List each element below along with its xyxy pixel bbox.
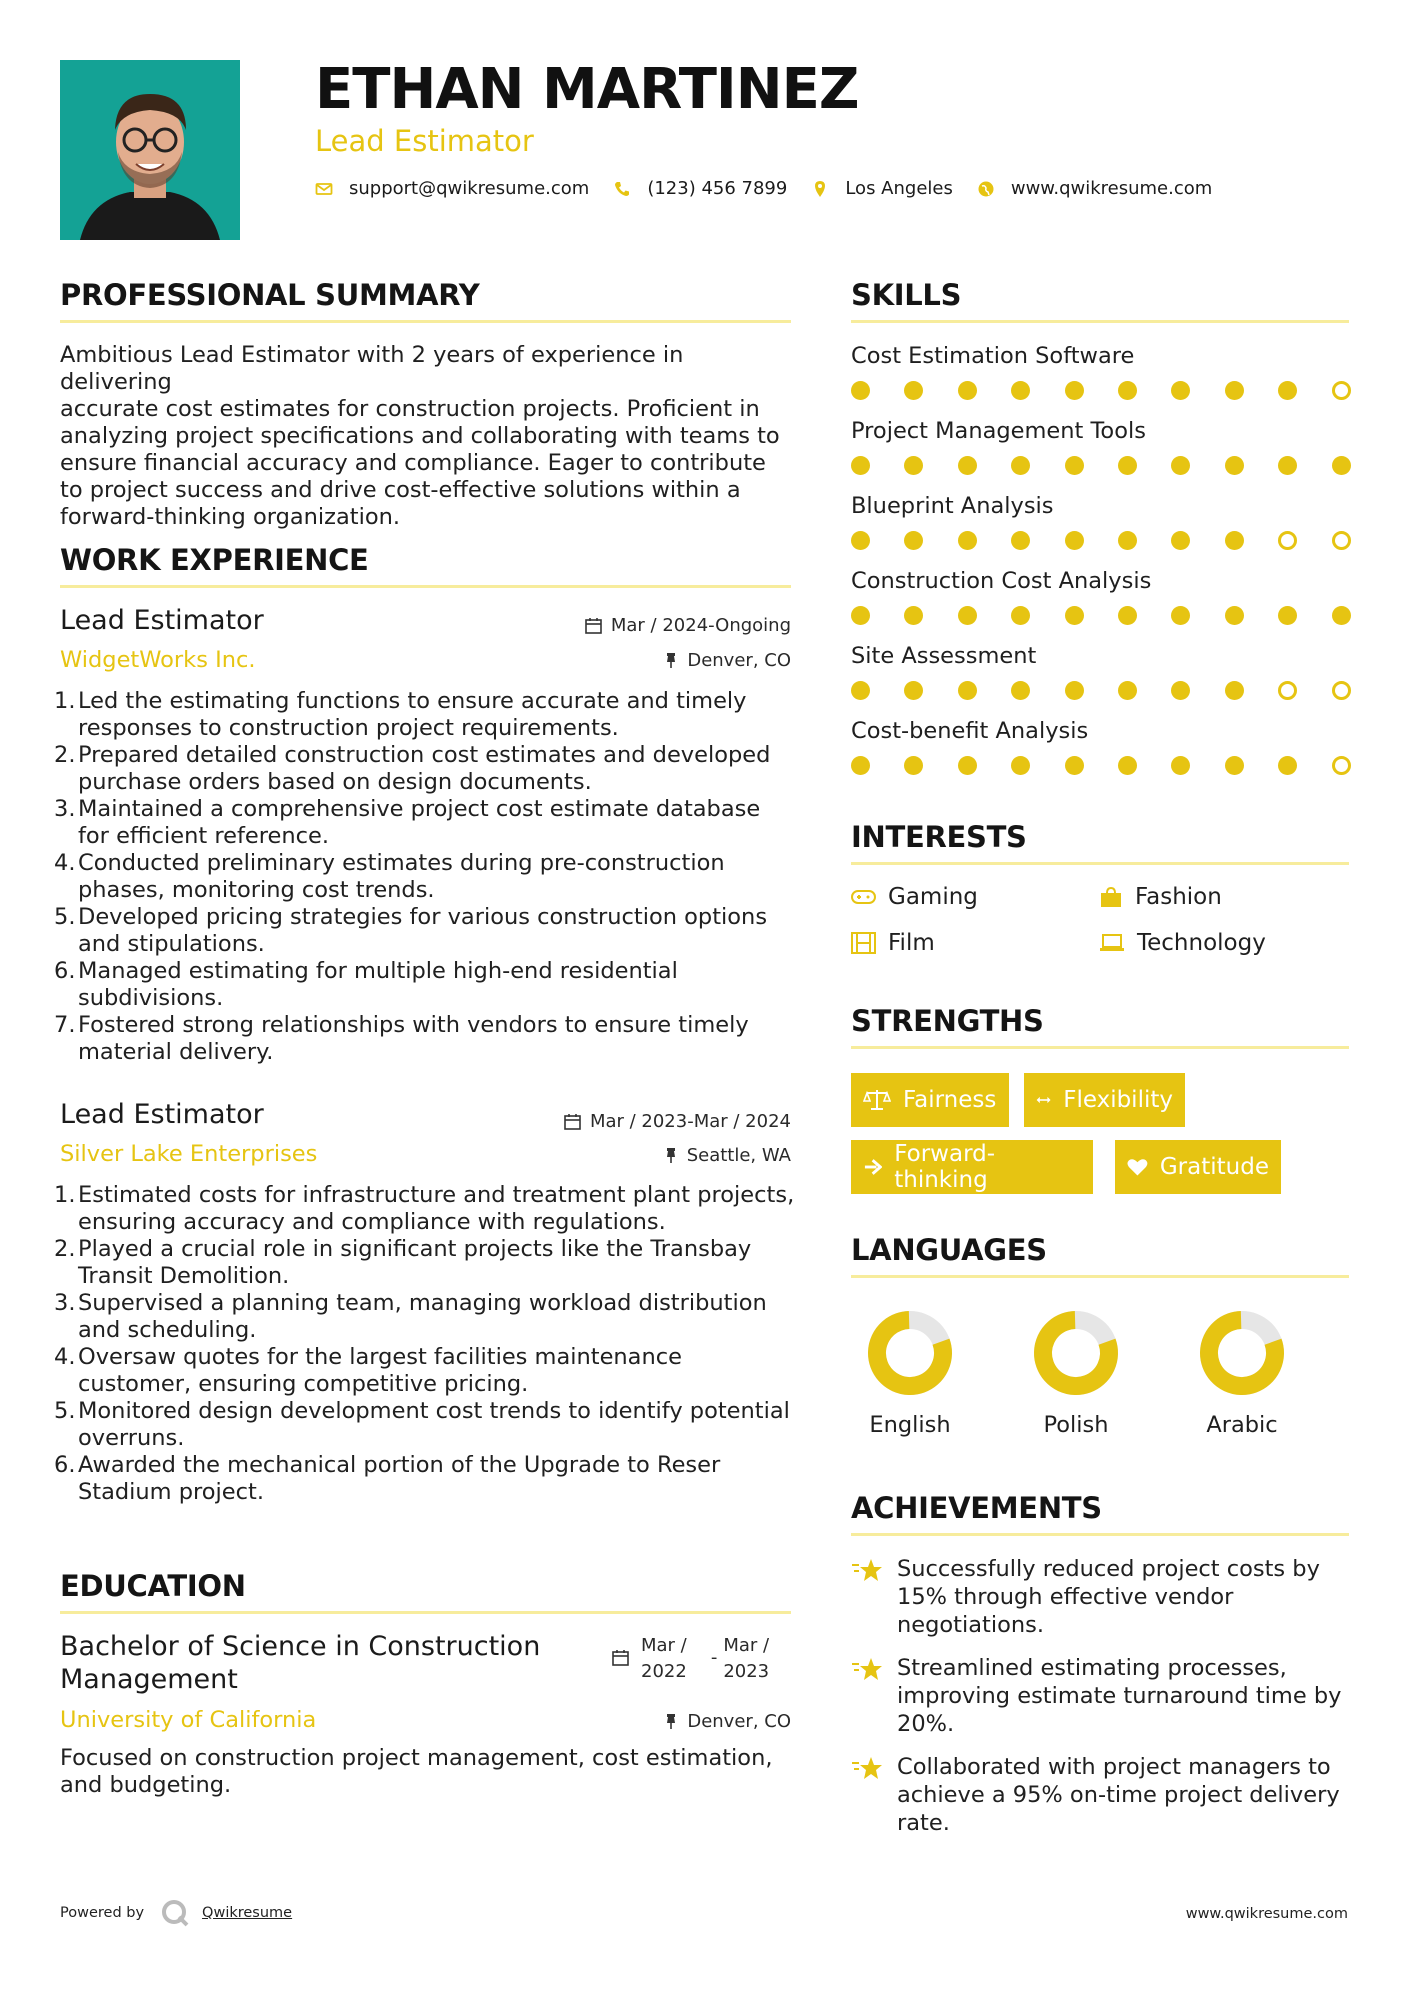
description-line: Focused on construction project management, cost estimation,: [60, 1745, 773, 1771]
skill-rating: [851, 456, 1351, 476]
skill-rating: [851, 606, 1351, 626]
job-dates: [480, 1111, 791, 1132]
summary-line: accurate cost estimates for construction projects. Proficient in: [60, 396, 760, 422]
skills-divider: [851, 320, 1349, 323]
rating-dot-filled: [1065, 531, 1084, 550]
interests-divider: [851, 862, 1349, 865]
education-end: [723, 1633, 769, 1685]
item-line: purchase orders based on design documents.: [78, 769, 592, 795]
rating-dot-filled: [1011, 456, 1030, 475]
education-start: [641, 1633, 687, 1685]
rating-dot-filled: [958, 381, 977, 400]
strength-badge: [1115, 1140, 1281, 1194]
strength-badge: [851, 1140, 1093, 1194]
qwikresume-logo-icon: [160, 1898, 190, 1928]
rating-dot-filled: [1332, 606, 1351, 625]
achievements-heading: ACHIEVEMENTS: [851, 1491, 1102, 1525]
rating-dot-filled: [904, 606, 923, 625]
list-item: [54, 1290, 800, 1344]
skill-rating: [851, 381, 1351, 401]
job-title: Lead Estimator: [60, 605, 264, 636]
rating-dot-filled: [1171, 381, 1190, 400]
rating-dot-filled: [1118, 681, 1137, 700]
languages-divider: [851, 1275, 1349, 1278]
skill-label: Cost Estimation Software: [851, 343, 1135, 369]
rating-dot-filled: [1011, 531, 1030, 550]
website-text: www.qwikresume.com: [1010, 178, 1213, 199]
list-item: [54, 1236, 800, 1290]
interests-heading: INTERESTS: [851, 820, 1027, 854]
language-level-ring: [1199, 1310, 1285, 1396]
achievement-line: 15% through effective vendor: [897, 1584, 1234, 1610]
skill-label: Site Assessment: [851, 643, 1037, 669]
list-item: [54, 1452, 800, 1506]
item-number: 1.: [54, 1182, 76, 1208]
achievement-line: rate.: [897, 1810, 950, 1836]
item-line: Prepared detailed construction cost estimates and developed: [78, 742, 771, 768]
job-location-text: Denver, CO: [687, 650, 791, 671]
achievement-line: Successfully reduced project costs by: [897, 1556, 1320, 1582]
item-line: Played a crucial role in significant projects like the Transbay: [78, 1236, 752, 1262]
skill-label: Project Management Tools: [851, 418, 1146, 444]
pushpin-icon: [664, 1147, 678, 1164]
rating-dot-filled: [1171, 756, 1190, 775]
rating-dot-filled: [1065, 606, 1084, 625]
item-line: Maintained a comprehensive project cost estimate database: [78, 796, 761, 822]
powered-by-text: Powered by: [60, 1905, 145, 1921]
description-line: and budgeting.: [60, 1772, 232, 1798]
item-line: overruns.: [78, 1425, 185, 1451]
date-line: Mar /: [723, 1635, 770, 1656]
rating-dot-filled: [1118, 531, 1137, 550]
strength-label: Gratitude: [1159, 1154, 1269, 1180]
date-separator: -: [710, 1647, 718, 1668]
rating-dot-filled: [1171, 531, 1190, 550]
rating-dot-empty: [1332, 381, 1351, 400]
calendar-icon: [585, 617, 602, 634]
language-level-ring: [1033, 1310, 1119, 1396]
item-number: 2.: [54, 1236, 76, 1262]
rating-dot-filled: [1118, 456, 1137, 475]
rating-dot-filled: [958, 756, 977, 775]
job-location: [480, 650, 791, 671]
item-number: 4.: [54, 850, 76, 876]
strength-label: Fairness: [903, 1087, 997, 1113]
rating-dot-filled: [904, 456, 923, 475]
rating-dot-filled: [1225, 381, 1244, 400]
strength-badge: [851, 1073, 1009, 1127]
rating-dot-filled: [851, 456, 870, 475]
strengths-divider: [851, 1046, 1349, 1049]
gamepad-icon: [851, 889, 876, 905]
rating-dot-filled: [1118, 381, 1137, 400]
rating-dot-empty: [1332, 531, 1351, 550]
achievement-line: achieve a 95% on-time project delivery: [897, 1782, 1340, 1808]
pushpin-icon: [664, 1713, 678, 1730]
interest-label: Fashion: [1135, 884, 1222, 910]
rating-dot-filled: [1225, 606, 1244, 625]
rating-dot-filled: [1225, 531, 1244, 550]
rating-dot-filled: [851, 756, 870, 775]
item-line: Led the estimating functions to ensure accurate and timely: [78, 688, 747, 714]
job-location-text: Seattle, WA: [686, 1145, 791, 1166]
rating-dot-filled: [851, 381, 870, 400]
rating-dot-filled: [1278, 456, 1297, 475]
rating-dot-filled: [1011, 756, 1030, 775]
achievement-item: [851, 1555, 1361, 1639]
footer-branding: [60, 1898, 292, 1928]
list-item: [54, 1398, 800, 1452]
item-number: 6.: [54, 958, 76, 984]
job-dates-text: Mar / 2023-Mar / 2024: [589, 1111, 791, 1132]
arrows-icon: [1036, 1093, 1051, 1107]
achievement-item: [851, 1753, 1361, 1837]
star-icon: [851, 1656, 883, 1684]
strength-label: Forward-thinking: [894, 1141, 996, 1193]
date-line: Mar /: [641, 1635, 687, 1656]
envelope-icon: [315, 180, 333, 198]
rating-dot-filled: [1065, 756, 1084, 775]
globe-icon: [977, 180, 995, 198]
rating-dot-filled: [851, 531, 870, 550]
item-number: 1.: [54, 688, 76, 714]
item-line: Awarded the mechanical portion of the Upgrade to Reser: [78, 1452, 721, 1478]
item-line: ensuring accuracy and compliance with regulations.: [78, 1209, 666, 1235]
summary-text: [60, 342, 800, 531]
achievement-line: 20%.: [897, 1711, 955, 1737]
profile-photo: [60, 60, 240, 240]
rating-dot-filled: [904, 681, 923, 700]
item-line: Conducted preliminary estimates during pre-construction: [78, 850, 725, 876]
language-level-ring: [867, 1310, 953, 1396]
education-dates: [612, 1633, 769, 1685]
map-pin-icon: [811, 180, 829, 198]
summary-line: analyzing project specifications and collaborating with teams to: [60, 423, 780, 449]
strength-badge: [1024, 1073, 1185, 1127]
job-title: Lead Estimator: [60, 1099, 264, 1130]
rating-dot-filled: [1278, 606, 1297, 625]
item-line: phases, monitoring cost trends.: [78, 877, 435, 903]
candidate-name: ETHAN MARTINEZ: [315, 57, 859, 122]
candidate-role: Lead Estimator: [315, 124, 534, 158]
achievement-line: improving estimate turnaround time by: [897, 1683, 1342, 1709]
rating-dot-empty: [1332, 756, 1351, 775]
rating-dot-filled: [1065, 456, 1084, 475]
school-name: University of California: [60, 1707, 317, 1733]
star-icon: [851, 1755, 883, 1783]
rating-dot-filled: [958, 681, 977, 700]
achievement-line: Streamlined estimating processes,: [897, 1655, 1287, 1681]
item-line: Transit Demolition.: [78, 1263, 290, 1289]
contact-location: [811, 178, 953, 199]
education-location-text: Denver, CO: [687, 1711, 791, 1732]
job-dates: [480, 615, 791, 636]
location-text: Los Angeles: [845, 178, 953, 199]
degree-line: Management: [60, 1664, 238, 1695]
item-number: 6.: [54, 1452, 76, 1478]
item-line: Fostered strong relationships with vendors to ensure timely: [78, 1012, 749, 1038]
language-label: Arabic: [1206, 1412, 1278, 1438]
education-divider: [60, 1611, 791, 1614]
item-line: material delivery.: [78, 1039, 274, 1065]
job-responsibilities: [54, 688, 800, 1066]
language-english: [855, 1310, 965, 1438]
contact-bar: [315, 178, 1236, 199]
item-line: Estimated costs for infrastructure and treatment plant projects,: [78, 1182, 795, 1208]
language-label: Polish: [1043, 1412, 1109, 1438]
star-icon: [851, 1557, 883, 1585]
item-number: 2.: [54, 742, 76, 768]
list-item: [54, 850, 800, 904]
item-line: Developed pricing strategies for various construction options: [78, 904, 768, 930]
rating-dot-filled: [1011, 381, 1030, 400]
summary-line: forward-thinking organization.: [60, 504, 401, 530]
rating-dot-filled: [1065, 681, 1084, 700]
rating-dot-filled: [904, 531, 923, 550]
rating-dot-filled: [1118, 606, 1137, 625]
date-line: 2023: [723, 1661, 770, 1682]
arrow-right-icon: [863, 1158, 882, 1176]
item-line: Supervised a planning team, managing workload distribution: [78, 1290, 767, 1316]
date-line: 2022: [641, 1661, 687, 1682]
interest-fashion: [1099, 884, 1222, 910]
interest-label: Gaming: [888, 884, 978, 910]
heart-icon: [1127, 1157, 1148, 1177]
contact-phone[interactable]: [613, 178, 787, 199]
job-location: [480, 1145, 791, 1166]
list-item: [54, 688, 800, 742]
rating-dot-filled: [958, 531, 977, 550]
summary-heading: PROFESSIONAL SUMMARY: [60, 278, 480, 312]
experience-heading: WORK EXPERIENCE: [60, 543, 369, 577]
item-line: Monitored design development cost trends to identify potential: [78, 1398, 790, 1424]
email-text: support@qwikresume.com: [349, 178, 590, 199]
calendar-icon: [564, 1113, 581, 1130]
list-item: [54, 742, 800, 796]
job-responsibilities: [54, 1182, 800, 1506]
rating-dot-filled: [1278, 756, 1297, 775]
education-location: [480, 1711, 791, 1732]
rating-dot-filled: [1171, 606, 1190, 625]
skill-label: Blueprint Analysis: [851, 493, 1054, 519]
experience-divider: [60, 585, 791, 588]
rating-dot-empty: [1278, 681, 1297, 700]
rating-dot-empty: [1332, 681, 1351, 700]
bag-icon: [1099, 886, 1123, 908]
item-line: Managed estimating for multiple high-end residential: [78, 958, 678, 984]
list-item: [54, 1182, 800, 1236]
job-dates-text: Mar / 2024-Ongoing: [610, 615, 791, 636]
interest-label: Technology: [1137, 930, 1266, 956]
rating-dot-filled: [1171, 681, 1190, 700]
summary-line: to project success and drive cost-effective solutions within a: [60, 477, 741, 503]
list-item: [54, 904, 800, 958]
company-name: Silver Lake Enterprises: [60, 1141, 318, 1167]
company-name: WidgetWorks Inc.: [60, 647, 256, 673]
item-line: Oversaw quotes for the largest facilities maintenance: [78, 1344, 682, 1370]
skill-label: Cost-benefit Analysis: [851, 718, 1089, 744]
rating-dot-filled: [958, 606, 977, 625]
language-polish: [1021, 1310, 1131, 1438]
rating-dot-filled: [1225, 681, 1244, 700]
list-item: [54, 1344, 800, 1398]
rating-dot-filled: [1171, 456, 1190, 475]
item-line: customer, ensuring competitive pricing.: [78, 1371, 529, 1397]
achievements-divider: [851, 1533, 1349, 1536]
item-line: responses to construction project requirements.: [78, 715, 619, 741]
strength-label: Flexibility: [1063, 1087, 1173, 1113]
interest-label: Film: [888, 930, 935, 956]
scale-icon: [863, 1088, 891, 1112]
rating-dot-filled: [851, 606, 870, 625]
item-number: 5.: [54, 1398, 76, 1424]
item-number: 4.: [54, 1344, 76, 1370]
contact-website[interactable]: [977, 178, 1212, 199]
summary-line: ensure financial accuracy and compliance. Eager to contribute: [60, 450, 766, 476]
laptop-icon: [1099, 933, 1125, 953]
education-heading: EDUCATION: [60, 1569, 246, 1603]
item-line: and stipulations.: [78, 931, 265, 957]
interest-gaming: [851, 884, 978, 910]
calendar-icon: [612, 1649, 629, 1666]
item-number: 3.: [54, 796, 76, 822]
summary-line: Ambitious Lead Estimator with 2 years of experience in delivering: [60, 342, 684, 395]
strengths-heading: STRENGTHS: [851, 1004, 1044, 1038]
rating-dot-filled: [1278, 381, 1297, 400]
interest-film: [851, 930, 935, 956]
rating-dot-filled: [1011, 606, 1030, 625]
footer-website[interactable]: www.qwikresume.com: [1185, 1906, 1348, 1922]
item-line: and scheduling.: [78, 1317, 257, 1343]
rating-dot-empty: [1278, 531, 1297, 550]
item-number: 7.: [54, 1012, 76, 1038]
skill-rating: [851, 756, 1351, 776]
skill-label: Construction Cost Analysis: [851, 568, 1152, 594]
achievement-item: [851, 1654, 1361, 1738]
rating-dot-filled: [904, 756, 923, 775]
summary-divider: [60, 320, 791, 323]
film-icon: [851, 932, 876, 954]
degree-title: [60, 1630, 540, 1696]
interest-technology: [1099, 930, 1266, 956]
rating-dot-filled: [904, 381, 923, 400]
item-line: subdivisions.: [78, 985, 224, 1011]
list-item: [54, 796, 800, 850]
degree-line: Bachelor of Science in Construction: [60, 1631, 541, 1662]
skills-heading: SKILLS: [851, 278, 962, 312]
rating-dot-filled: [1225, 456, 1244, 475]
item-number: 3.: [54, 1290, 76, 1316]
item-line: for efficient reference.: [78, 823, 329, 849]
skill-rating: [851, 681, 1351, 701]
item-line: Stadium project.: [78, 1479, 264, 1505]
contact-email[interactable]: [315, 178, 589, 199]
pushpin-icon: [664, 652, 678, 669]
rating-dot-filled: [851, 681, 870, 700]
list-item: [54, 958, 800, 1012]
skill-rating: [851, 531, 1351, 551]
rating-dot-filled: [1225, 756, 1244, 775]
language-label: English: [869, 1412, 951, 1438]
rating-dot-filled: [1065, 381, 1084, 400]
brand-link[interactable]: Qwikresume: [202, 1905, 293, 1921]
education-description: [60, 1745, 800, 1799]
rating-dot-filled: [958, 456, 977, 475]
item-number: 5.: [54, 904, 76, 930]
phone-icon: [613, 180, 631, 198]
achievement-line: Collaborated with project managers to: [897, 1754, 1331, 1780]
languages-heading: LANGUAGES: [851, 1233, 1047, 1267]
achievement-line: negotiations.: [897, 1612, 1044, 1638]
phone-text: (123) 456 7899: [647, 178, 788, 199]
rating-dot-filled: [1332, 456, 1351, 475]
rating-dot-filled: [1011, 681, 1030, 700]
language-arabic: [1187, 1310, 1297, 1438]
rating-dot-filled: [1118, 756, 1137, 775]
list-item: [54, 1012, 800, 1066]
